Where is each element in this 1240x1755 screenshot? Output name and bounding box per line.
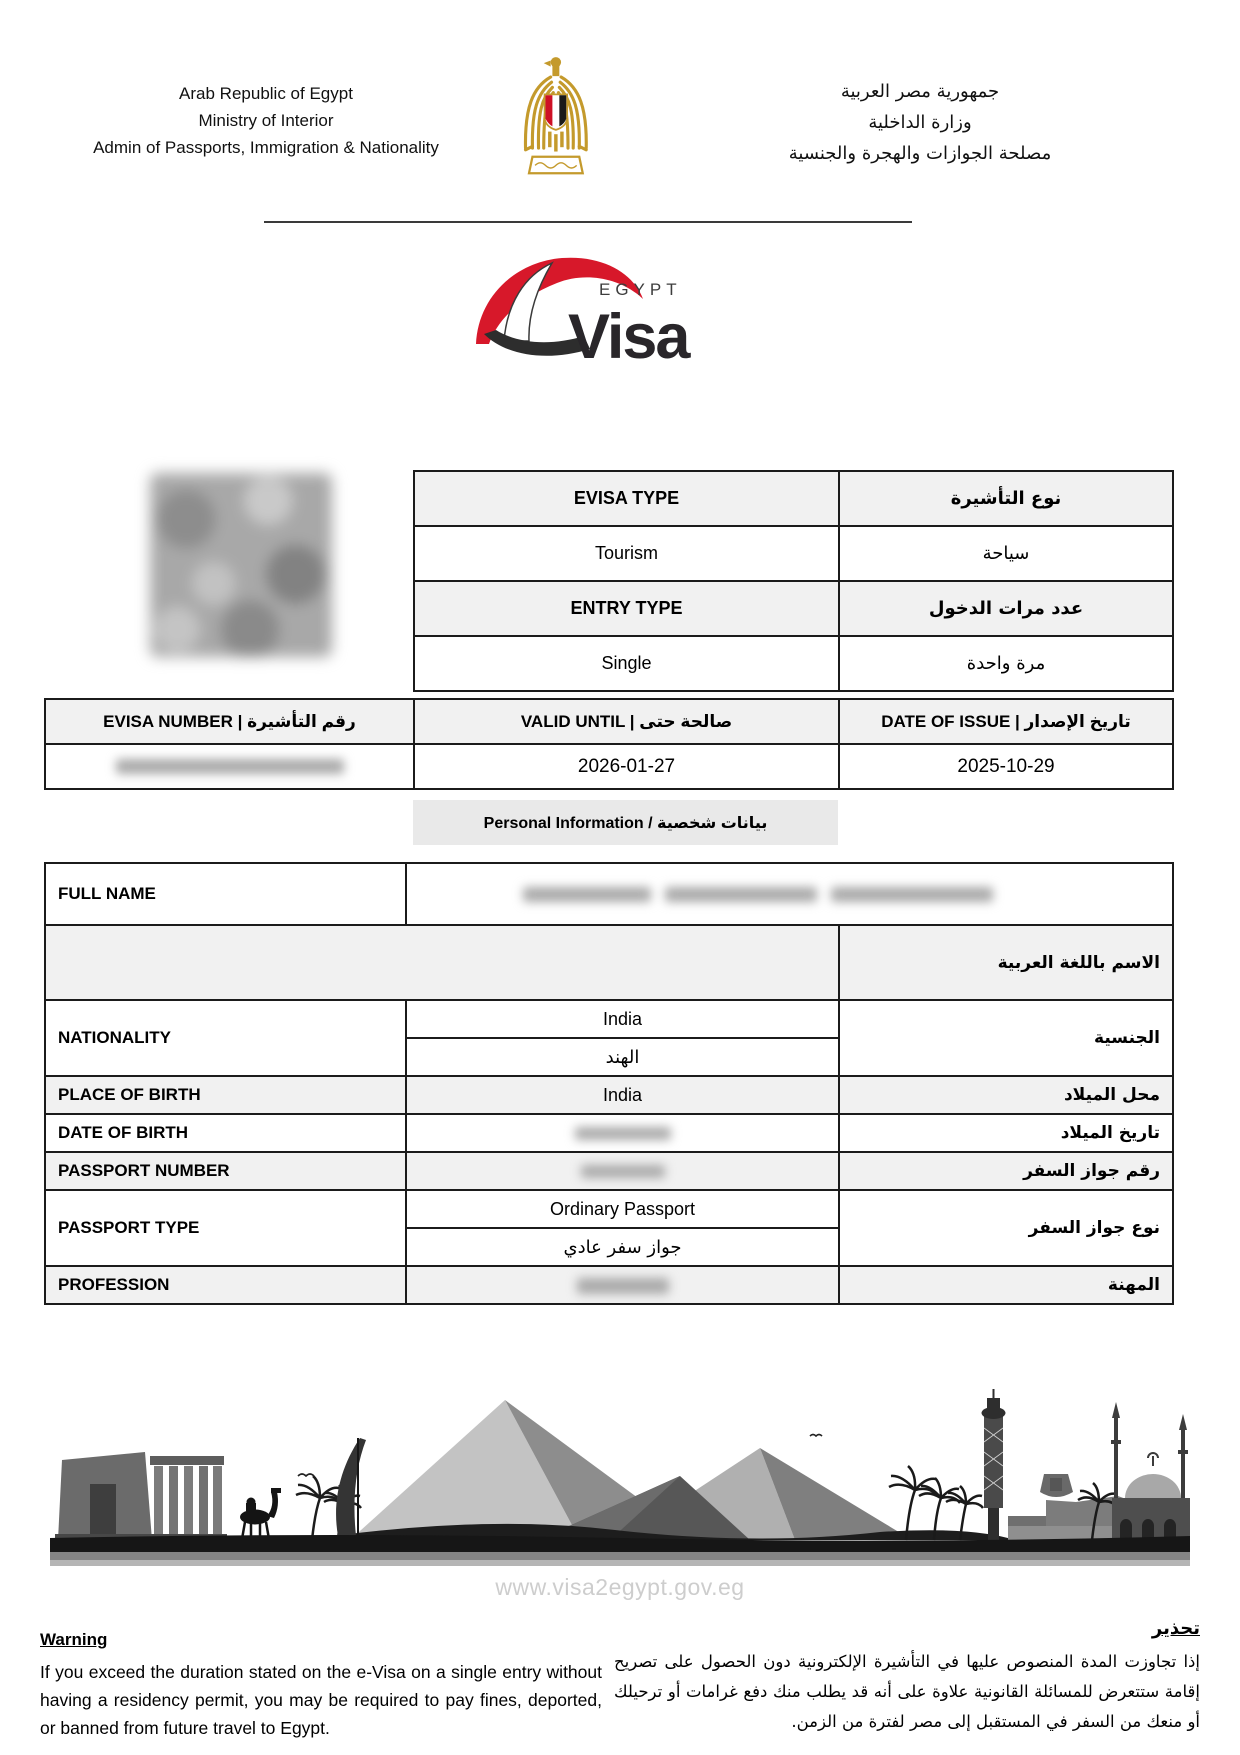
redacted-full-name [665,887,817,902]
evisa-egypt-logo [462,246,702,371]
profession-label-cell: PROFESSION [45,1266,406,1304]
personal-information-table [44,862,1174,1305]
warning-body-en: If you exceed the duration stated on the e-Visa on a single entry without having a residency permit, you may be required to pay fines, deported, or banned from future travel to Egypt. [40,1662,602,1738]
header-divider [264,221,912,223]
palm-trees-middle [889,1466,983,1540]
ground-band [50,1535,1190,1566]
birth-place-label-cell: PLACE OF BIRTH [45,1076,406,1114]
nationality-label-ar-cell: الجنسية [839,1000,1173,1076]
birth-date-label-cell: DATE OF BIRTH [45,1114,406,1152]
warning-title-ar: تحذير [1151,1618,1200,1639]
redacted-passport-number [581,1165,665,1178]
entry-type-label-cell: ENTRY TYPE [414,581,839,636]
birth-date-label-ar-cell: تاريخ الميلاد [839,1114,1173,1152]
temple-ruins [55,1452,227,1541]
egypt-skyline-artwork [50,1388,1190,1566]
visa-validity-table [44,698,1174,790]
header-line-ministry-ar: وزارة الداخلية [868,112,972,133]
personal-information-section-title: Personal Information / بيانات شخصية [413,800,838,845]
full-name-value-cell [406,863,1173,925]
mosque [1111,1402,1190,1540]
entry-type-label-ar-cell: عدد مرات الدخول [839,581,1173,636]
emblem-tail-feathers [548,132,564,152]
nationality-label-cell: NATIONALITY [45,1000,406,1076]
date-of-issue-header-cell: DATE OF ISSUE | تاريخ الإصدار [839,699,1173,744]
profession-label-ar-cell: المهنة [839,1266,1173,1304]
birth-place-value-cell: India [406,1076,839,1114]
warning-title-en: Warning [40,1630,108,1649]
redacted-evisa-number [116,759,344,774]
header-line-country-ar: جمهورية مصر العربية [840,81,1000,102]
redacted-full-name [523,887,651,902]
entry-type-value-ar-cell: مرة واحدة [839,636,1173,691]
logo-country-text: EGYPT [599,280,682,299]
ministry-header-english [68,80,464,161]
warning-body-ar: إذا تجاوزت المدة المنصوص عليها في التأشيرة الإلكترونية دون الحصول على تصريح إقامة ستتعرض للمسائلة القانونية علاوة على أنه قد يطلب منك دفع غرامات أو ترحيلك أو منعك من السفر في المستقبل إلى مصر لفترة من الزمن. [614,1652,1200,1731]
egypt-eagle-emblem-icon [503,50,607,182]
header-line-admin: Admin of Passports, Immigration & Nationality [93,138,439,157]
date-of-issue-value-cell: 2025-10-29 [839,744,1173,789]
camel [240,1488,281,1539]
header-line-ministry: Ministry of Interior [198,111,334,130]
ministry-header-arabic [752,76,1088,169]
redacted-qr-code [150,473,332,657]
warning-section-english [40,1630,602,1742]
evisa-type-label-ar-cell: نوع التأشيرة [839,471,1173,526]
arabic-name-value-cell [45,925,839,1000]
passport-number-value-cell [406,1152,839,1190]
birth-place-label-ar-cell: محل الميلاد [839,1076,1173,1114]
entry-type-value-cell: Single [414,636,839,691]
passport-type-label-ar-cell: نوع جواز السفر [839,1190,1173,1266]
cairo-tower [982,1389,1006,1540]
redacted-full-name [831,887,993,902]
emblem-flag-shield [545,94,568,130]
passport-number-label-cell: PASSPORT NUMBER [45,1152,406,1190]
arabic-name-label-cell: الاسم باللغة العربية [839,925,1173,1000]
visa-type-table [413,470,1174,692]
website-url: www.visa2egypt.gov.eg [495,1574,745,1600]
evisa-type-label-cell: EVISA TYPE [414,471,839,526]
valid-until-header-cell: VALID UNTIL | صالحة حتى [414,699,839,744]
evisa-type-value-cell: Tourism [414,526,839,581]
nationality-value-en-cell: India [406,1000,839,1038]
redacted-date-of-birth [575,1127,671,1140]
evisa-number-value-cell [45,744,414,789]
full-name-label-cell: FULL NAME [45,863,406,925]
valid-until-value-cell: 2026-01-27 [414,744,839,789]
header-line-country: Arab Republic of Egypt [179,84,353,103]
logo-brand-text: Visa [568,302,689,371]
evisa-number-header-cell: EVISA NUMBER | رقم التأشيرة [45,699,414,744]
passport-number-label-ar-cell: رقم جواز السفر [839,1152,1173,1190]
birth-date-value-cell [406,1114,839,1152]
nationality-value-ar-cell: الهند [406,1038,839,1076]
passport-type-value-ar-cell: جواز سفر عادي [406,1228,839,1266]
evisa-type-value-ar-cell: سياحة [839,526,1173,581]
redacted-profession [577,1278,669,1294]
passport-type-value-en-cell: Ordinary Passport [406,1190,839,1228]
header-line-admin-ar: مصلحة الجوازات والهجرة والجنسية [788,143,1052,164]
great-pyramids [350,1400,912,1540]
warning-section-arabic [614,1618,1200,1737]
profession-value-cell [406,1266,839,1304]
passport-type-label-cell: PASSPORT TYPE [45,1190,406,1266]
